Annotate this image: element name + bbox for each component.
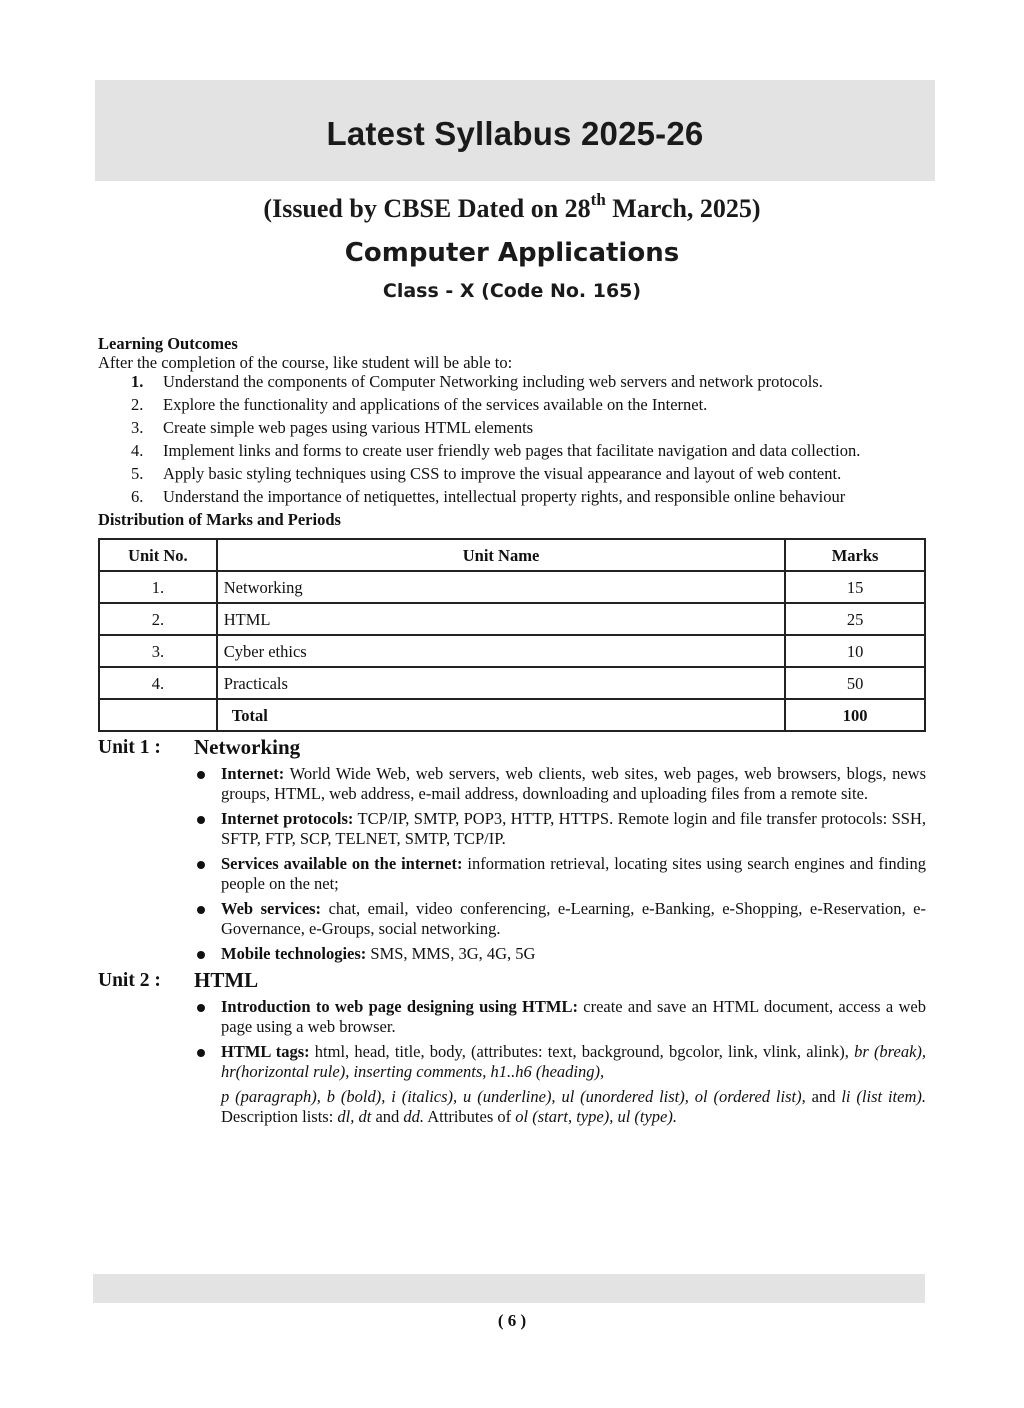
list-number: 5.: [131, 464, 144, 483]
topic-text: create and save an HTML document, access a web page using a web browser.: [221, 997, 926, 1036]
total-label: Total: [217, 699, 785, 731]
topic-keyword: Web services:: [221, 899, 322, 918]
issued-line: [0, 190, 1024, 224]
list-item: [98, 899, 926, 939]
marks-table: [98, 538, 926, 732]
table-row: [99, 635, 925, 667]
topic-italic-text: ol (start, type), ul (type).: [515, 1107, 677, 1126]
topic-text: TCP/IP, SMTP, POP3, HTTP, HTTPS. Remote login and file transfer protocols: SSH, SFTP, FTP, SCP, TELNET, SMTP, TCP/IP.: [221, 809, 926, 848]
list-item: [98, 1042, 926, 1127]
learning-outcomes-intro: After the completion of the course, like student will be able to:: [98, 353, 513, 372]
unit-no-cell: 2.: [99, 603, 217, 635]
unit-no-cell: 4.: [99, 667, 217, 699]
subject-title: Computer Applications: [344, 238, 680, 268]
list-text: Understand the components of Computer Networking including web servers and network protocols.: [163, 372, 823, 391]
list-number: 3.: [131, 418, 144, 437]
topic-text: information retrieval, locating sites using search engines and finding people on the net;: [221, 854, 926, 893]
bullet-icon: [197, 906, 205, 914]
issued-superscript: th: [590, 190, 606, 209]
list-text: Understand the importance of netiquettes, intellectual property rights, and responsible online behaviour: [163, 487, 846, 506]
list-text: Explore the functionality and applications of the services available on the Internet.: [163, 395, 708, 414]
bullet-icon: [197, 861, 205, 869]
list-item: [98, 809, 926, 849]
column-header-unit-no: Unit No.: [99, 539, 217, 571]
bullet-icon: [197, 771, 205, 779]
marks-cell: 50: [785, 667, 925, 699]
issued-suffix: March, 2025): [605, 194, 761, 223]
list-item: [98, 764, 926, 804]
column-header-marks: Marks: [785, 539, 925, 571]
unit-2-title: HTML: [194, 968, 259, 992]
table-row: [99, 571, 925, 603]
unit-1-heading: [98, 736, 926, 764]
title-banner: [95, 80, 935, 181]
topic-keyword: HTML tags:: [221, 1042, 310, 1061]
table-header-row: [99, 539, 925, 571]
topic-keyword: Internet protocols:: [221, 809, 354, 828]
list-item: [98, 372, 926, 391]
topic-continuation: [221, 1087, 926, 1127]
learning-outcomes-heading: Learning Outcomes: [98, 334, 238, 353]
column-header-unit-name: Unit Name: [217, 539, 785, 571]
list-number: 6.: [131, 487, 144, 506]
unit-name-cell: Cyber ethics: [217, 635, 785, 667]
topic-italic-text: li (list item).: [841, 1087, 927, 1106]
table-row: [99, 667, 925, 699]
topic-text: html, head, title, body, (attributes: text, background, bgcolor, link, vlink, alink),: [309, 1042, 849, 1061]
unit-name-cell: HTML: [217, 603, 785, 635]
topic-keyword: Internet:: [221, 764, 285, 783]
topic-italic-text: p (paragraph), b (bold), i (italics), u (underline), ul (unordered list), ol (ordered list),: [221, 1087, 806, 1106]
table-row: [99, 603, 925, 635]
bullet-icon: [197, 1004, 205, 1012]
unit-2-topics: [98, 997, 926, 1127]
topic-text: Description lists:: [221, 1107, 338, 1126]
table-total-row: [99, 699, 925, 731]
topic-keyword: Introduction to web page designing using HTML:: [221, 997, 578, 1016]
learning-outcomes-list: [98, 372, 926, 506]
topic-italic-text: dd.: [403, 1107, 425, 1126]
page-title: Latest Syllabus 2025-26: [326, 114, 704, 152]
unit-name-cell: Practicals: [217, 667, 785, 699]
list-item: [98, 441, 926, 460]
unit-name-cell: Networking: [217, 571, 785, 603]
empty-cell: [99, 699, 217, 731]
bullet-icon: [197, 816, 205, 824]
topic-text: and: [805, 1087, 842, 1106]
page-number: ( 6 ): [497, 1311, 527, 1330]
unit-no-cell: 1.: [99, 571, 217, 603]
list-item: [98, 854, 926, 894]
list-number: 1.: [131, 372, 144, 391]
unit-1-label: Unit 1 :: [98, 737, 161, 758]
list-number: 4.: [131, 441, 144, 460]
topic-text: Attributes of: [424, 1107, 516, 1126]
list-item: [98, 487, 926, 506]
list-item: [98, 944, 926, 964]
list-number: 2.: [131, 395, 144, 414]
list-text: Apply basic styling techniques using CSS to improve the visual appearance and layout of web content.: [163, 464, 842, 483]
list-item: [98, 464, 926, 483]
issued-prefix: (Issued by CBSE Dated on 28: [263, 194, 591, 223]
topic-keyword: Mobile technologies:: [221, 944, 367, 963]
bullet-icon: [197, 1049, 205, 1057]
list-item: [98, 997, 926, 1037]
marks-cell: 10: [785, 635, 925, 667]
unit-2-section: [98, 969, 926, 1127]
distribution-heading: Distribution of Marks and Periods: [98, 510, 341, 529]
list-text: Implement links and forms to create user friendly web pages that facilitate navigation and data collection.: [163, 441, 861, 460]
list-item: [98, 395, 926, 414]
main-content: [98, 334, 926, 1132]
unit-no-cell: 3.: [99, 635, 217, 667]
unit-1-title: Networking: [194, 735, 301, 759]
topic-text: chat, email, video conferencing, e-Learning, e-Banking, e-Shopping, e-Reservation, e-Governance, e-Groups, social networking.: [221, 899, 926, 938]
topic-text: and: [371, 1107, 404, 1126]
list-text: Create simple web pages using various HTML elements: [163, 418, 534, 437]
unit-1-section: [98, 736, 926, 964]
bullet-icon: [197, 951, 205, 959]
topic-text: SMS, MMS, 3G, 4G, 5G: [366, 944, 536, 963]
topic-text: World Wide Web, web servers, web clients, web sites, web pages, web browsers, blogs, news groups, HTML, web address, e-mail address, downloading and uploading files from a remote site.: [221, 764, 926, 803]
list-item: [98, 418, 926, 437]
topic-italic-text: br (break), hr(horizontal rule), inserting comments, h1..h6 (heading),: [221, 1042, 927, 1081]
unit-1-topics: [98, 764, 926, 964]
marks-cell: 25: [785, 603, 925, 635]
topic-italic-text: dl, dt: [337, 1107, 372, 1126]
total-marks: 100: [785, 699, 925, 731]
footer-bar: [93, 1274, 925, 1303]
class-code: Class - X (Code No. 165): [382, 280, 642, 302]
unit-2-heading: [98, 969, 926, 997]
topic-keyword: Services available on the internet:: [221, 854, 463, 873]
unit-2-label: Unit 2 :: [98, 970, 161, 991]
marks-cell: 15: [785, 571, 925, 603]
